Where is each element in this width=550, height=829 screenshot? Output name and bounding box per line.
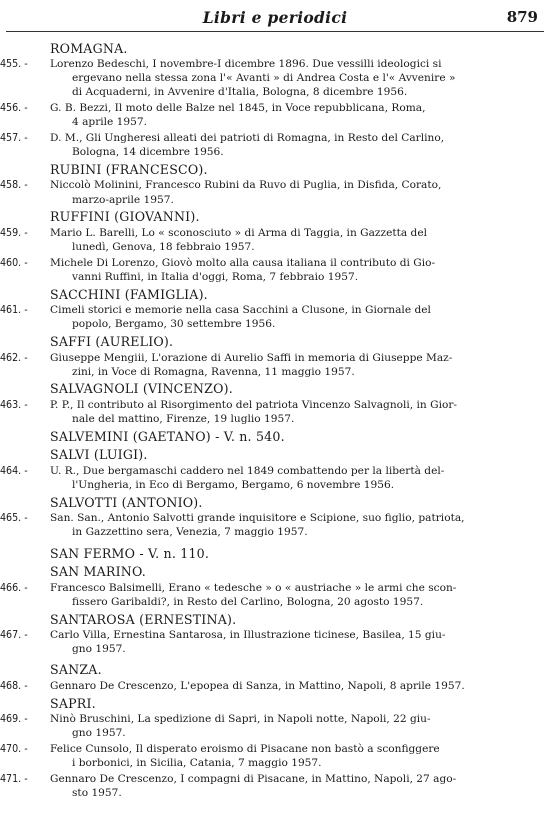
entry-number: 464. - (0, 464, 28, 477)
bibliography-entry (0, 303, 550, 331)
bibliography-entry (0, 679, 550, 693)
running-title: Libri e periodici (202, 8, 348, 27)
entry-line: marzo-aprile 1957. (72, 193, 174, 206)
entry-line: in Gazzettino sera, Venezia, 7 maggio 1957. (72, 526, 308, 539)
entry-line: Cimeli storici e memorie nella casa Sacchini a Clusone, in Giornale del (50, 304, 431, 317)
bibliography-entry (0, 57, 550, 100)
entry-line: sto 1957. (72, 787, 122, 800)
entry-line: Michele Di Lorenzo, Giovò molto alla causa italiana il contributo di Gio- (50, 256, 436, 269)
entry-line: Francesco Balsimelli, Erano « tedesche » o « austriache » le armi che scon- (50, 581, 457, 594)
section-heading: SAFFI (AURELIO). (50, 334, 174, 350)
section-heading: RUFFINI (GIOVANNI). (50, 209, 200, 225)
section-heading: SALVEMINI (GAETANO) - V. n. 540. (50, 428, 285, 444)
entry-line: Gennaro De Crescenzo, L'epopea di Sanza, in Mattino, Napoli, 8 aprile 1957. (50, 679, 465, 692)
entry-line: G. B. Bezzi, Il moto delle Balze nel 1845, in Voce repubblicana, Roma, (50, 102, 426, 115)
entry-line: Bologna, 14 dicembre 1956. (72, 146, 224, 159)
bibliography-entry (0, 101, 550, 129)
entry-number: 471. - (0, 773, 28, 785)
bibliography-entry (0, 398, 550, 426)
entry-number: 466. - (0, 581, 28, 594)
bibliography-entry (0, 772, 550, 800)
bibliography-entry (0, 511, 550, 539)
entry-number: 467. - (0, 629, 28, 642)
entry-line: 4 aprile 1957. (72, 116, 148, 129)
entry-line: nale del mattino, Firenze, 19 luglio 1957. (72, 413, 295, 426)
section-heading: SAN FERMO - V. n. 110. (50, 545, 210, 561)
entry-line: vanni Ruffini, in Italia d'oggi, Roma, 7 febbraio 1957. (72, 270, 359, 283)
section-heading: SAPRI. (50, 695, 96, 711)
header-rule (6, 31, 544, 32)
bibliography-entry (0, 351, 550, 379)
entry-line: popolo, Bergamo, 30 settembre 1956. (72, 318, 276, 331)
bibliography-entry (0, 226, 550, 254)
entry-line: San. San., Antonio Salvotti grande inquisitore e Scipione, suo figlio, patriota, (50, 512, 465, 525)
section-heading: SALVI (LUIGI). (50, 447, 148, 463)
entry-number: 468. - (0, 679, 28, 692)
entry-line: di Acquaderni, in Avvenire d'Italia, Bologna, 8 dicembre 1956. (72, 86, 408, 99)
section-heading: SANZA. (50, 662, 102, 678)
section-heading: SAN MARINO. (50, 564, 147, 580)
running-header (0, 8, 550, 30)
entry-line: fissero Garibaldi?, in Resto del Carlino, Bologna, 20 agosto 1957. (72, 595, 424, 608)
entry-number: 470. - (0, 743, 28, 756)
section-heading: SALVAGNOLI (VINCENZO). (50, 381, 233, 397)
entry-line: P. P., Il contributo al Risorgimento del patriota Vincenzo Salvagnoli, in Gior- (50, 398, 457, 411)
entry-line: l'Ungheria, in Eco di Bergamo, Bergamo, 6 novembre 1956. (72, 479, 395, 492)
entry-line: i borbonici, in Sicilia, Catania, 7 maggio 1957. (72, 757, 322, 770)
entry-number: 465. - (0, 512, 28, 525)
entry-number: 457. - (0, 132, 28, 145)
entry-number: 463. - (0, 398, 28, 411)
bibliography-entry (0, 742, 550, 770)
entry-number: 455. - (0, 58, 28, 70)
entry-line: D. M., Gli Ungheresi alleati dei patrioti di Romagna, in Resto del Carlino, (50, 132, 445, 145)
entry-number: 460. - (0, 256, 28, 269)
section-heading: SANTAROSA (ERNESTINA). (50, 611, 237, 627)
entry-line: Lorenzo Bedeschi, I novembre-I dicembre 1896. Due vessilli ideologici si (50, 58, 442, 70)
section-heading: ROMAGNA. (50, 40, 128, 56)
entry-number: 462. - (0, 351, 28, 364)
entry-line: Mario L. Barelli, Lo « sconosciuto » di Arma di Taggia, in Gazzetta del (50, 226, 427, 239)
section-heading: SALVOTTI (ANTONIO). (50, 494, 203, 510)
bibliography-list (0, 38, 550, 802)
section-heading: SACCHINI (FAMIGLIA). (50, 286, 208, 302)
page-number: 879 (506, 8, 538, 26)
entry-line: Carlo Villa, Ernestina Santarosa, in Illustrazione ticinese, Basilea, 15 giu- (50, 629, 446, 642)
bibliography-entry (0, 628, 550, 656)
bibliography-entry (0, 464, 550, 492)
entry-line: Ninò Bruschini, La spedizione di Sapri, in Napoli notte, Napoli, 22 giu- (50, 713, 431, 726)
entry-line: zini, in Voce di Romagna, Ravenna, 11 maggio 1957. (72, 365, 355, 378)
entry-line: gno 1957. (72, 727, 126, 740)
entry-line: lunedì, Genova, 18 febbraio 1957. (72, 241, 255, 254)
entry-line: U. R., Due bergamaschi caddero nel 1849 combattendo per la libertà del- (50, 464, 445, 477)
bibliography-entry (0, 178, 550, 206)
entry-number: 461. - (0, 304, 28, 317)
entry-line: Giuseppe Mengiii, L'orazione di Aurelio Saffi in memoria di Giuseppe Maz- (50, 351, 453, 364)
bibliography-entry (0, 131, 550, 159)
bibliography-entry (0, 581, 550, 609)
entry-number: 459. - (0, 226, 28, 239)
entry-line: gno 1957. (72, 643, 126, 656)
entry-number: 469. - (0, 713, 28, 726)
bibliography-entry (0, 256, 550, 284)
section-heading: RUBINI (FRANCESCO). (50, 161, 208, 177)
entry-line: ergevano nella stessa zona l'« Avanti » di Andrea Costa e l'« Avvenire » (72, 72, 456, 85)
entry-number: 458. - (0, 179, 28, 192)
bibliography-entry (0, 712, 550, 740)
entry-line: Felice Cunsolo, Il disperato eroismo di Pisacane non bastò a sconfiggere (50, 743, 440, 756)
entry-line: Niccolò Molinini, Francesco Rubini da Ruvo di Puglia, in Disfida, Corato, (50, 179, 442, 192)
entry-line: Gennaro De Crescenzo, I compagni di Pisacane, in Mattino, Napoli, 27 ago- (50, 773, 457, 785)
entry-number: 456. - (0, 102, 28, 115)
